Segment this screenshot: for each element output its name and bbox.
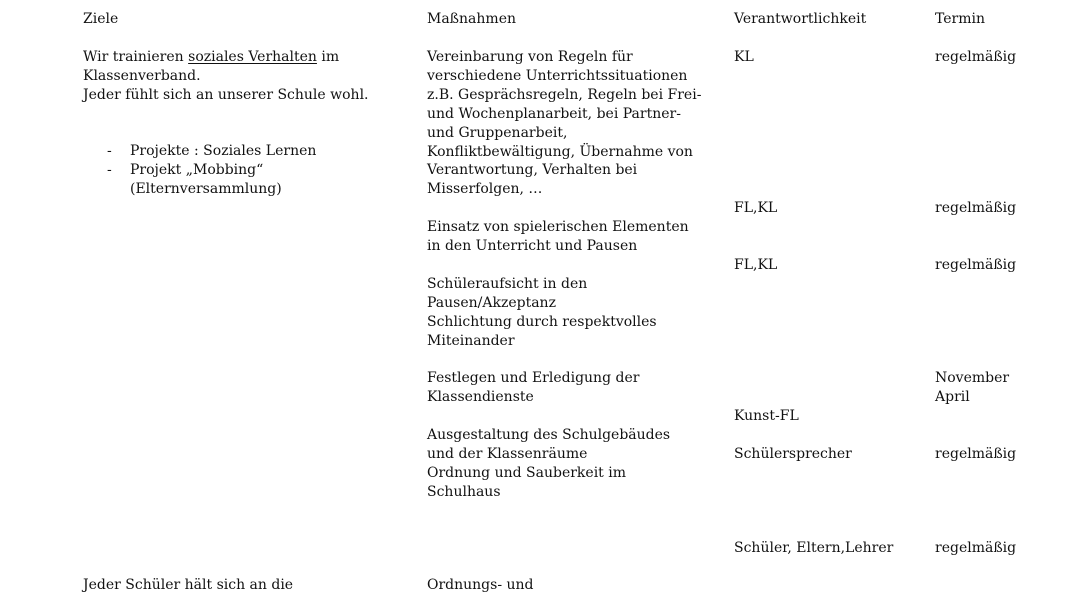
massnahme-line: Miteinander [427,332,515,349]
bullet-marker: - [107,161,112,178]
bullet-text: Projekte : Soziales Lernen [130,143,317,159]
massnahme-block [427,426,670,502]
termin-line: regelmäßig [935,200,1017,216]
massnahme-line: z.B. Gesprächsregeln, Regeln bei Frei- [427,86,702,103]
verantwortlichkeit-cell: FL,KL [734,257,778,273]
massnahme-line: Pausen/Akzeptanz [427,294,556,311]
termin-cell [935,256,1016,275]
verantwortlichkeit-cell: Kunst-FL [734,408,799,424]
termin-cell [935,445,1016,464]
massnahme-line: Einsatz von spielerischen Elementen [427,219,689,235]
massnahme-line: Ordnung und Sauberkeit im [427,464,627,481]
termin-line: regelmäßig [935,540,1017,556]
ziele-goal-text: Wir trainieren [83,49,189,65]
massnahme-line: Misserfolgen, … [427,181,543,198]
verantwortlichkeit-cell: Schüler, Eltern,Lehrer [734,540,894,556]
ziele-next-goal: Jeder Schüler hält sich an die [83,577,294,593]
ziele-goal-line [83,48,369,67]
bullet-text: (Elternversammlung) [130,180,282,197]
termin-cell [935,369,1009,407]
ziele-goal-line: Klassenverband. [83,67,201,84]
massnahme-line: und der Klassenräume [427,445,588,462]
massnahme-line: verschiedene Unterrichtssituationen [427,67,688,84]
massnahme-line: in den Unterricht und Pausen [427,237,638,254]
massnahme-line: Festlegen und Erledigung der [427,370,640,386]
termin-line: regelmäßig [935,49,1017,65]
massnahme-block [427,576,534,595]
termin-cell [935,48,1016,67]
bullet-item-continuation [107,180,316,199]
ziele-goal-underlined-text: soziales Verhalten [188,49,317,65]
massnahme-block [427,48,701,199]
termin-line: regelmäßig [935,257,1017,273]
massnahme-block [427,369,639,407]
header-verantwortlichkeit: Verantwortlichkeit [734,11,867,27]
massnahme-line: Ausgestaltung des Schulgebäudes [427,427,671,443]
massnahme-block [427,218,689,256]
ziele-bullet-list [107,142,316,199]
massnahme-line: Schüleraufsicht in den [427,276,588,292]
verantwortlichkeit-cell: FL,KL [734,200,778,216]
massnahme-line: Klassendienste [427,388,534,405]
massnahme-line: und Wochenplanarbeit, bei Partner- [427,105,681,122]
termin-cell [935,199,1016,218]
ziele-goal-text: im [316,49,340,65]
massnahme-line: Vereinbarung von Regeln für [427,49,633,65]
verantwortlichkeit-cell: Schülersprecher [734,446,852,462]
bullet-marker: - [107,143,112,159]
termin-line: April [935,388,970,405]
ziele-goal-block [83,48,369,105]
bullet-item [107,142,316,161]
massnahme-line: Verantwortung, Verhalten bei [427,162,638,179]
massnahme-line: Schulhaus [427,483,501,500]
header-massnahmen: Maßnahmen [427,11,516,27]
bullet-text: Projekt „Mobbing“ [130,161,264,178]
ziele-goal-line: Jeder fühlt sich an unserer Schule wohl. [83,86,369,103]
massnahme-line: Konfliktbewältigung, Übernahme von [427,143,693,160]
massnahme-line: und Gruppenarbeit, [427,124,568,141]
termin-line: regelmäßig [935,446,1017,462]
termin-cell [935,539,1016,558]
header-ziele: Ziele [83,11,119,27]
massnahme-block [427,275,657,351]
massnahme-line: Schlichtung durch respektvolles [427,313,657,330]
header-termin: Termin [935,11,985,27]
massnahme-line: Ordnungs- und [427,577,534,593]
termin-line: November [935,370,1010,386]
verantwortlichkeit-cell: KL [734,49,754,65]
bullet-item [107,161,316,180]
